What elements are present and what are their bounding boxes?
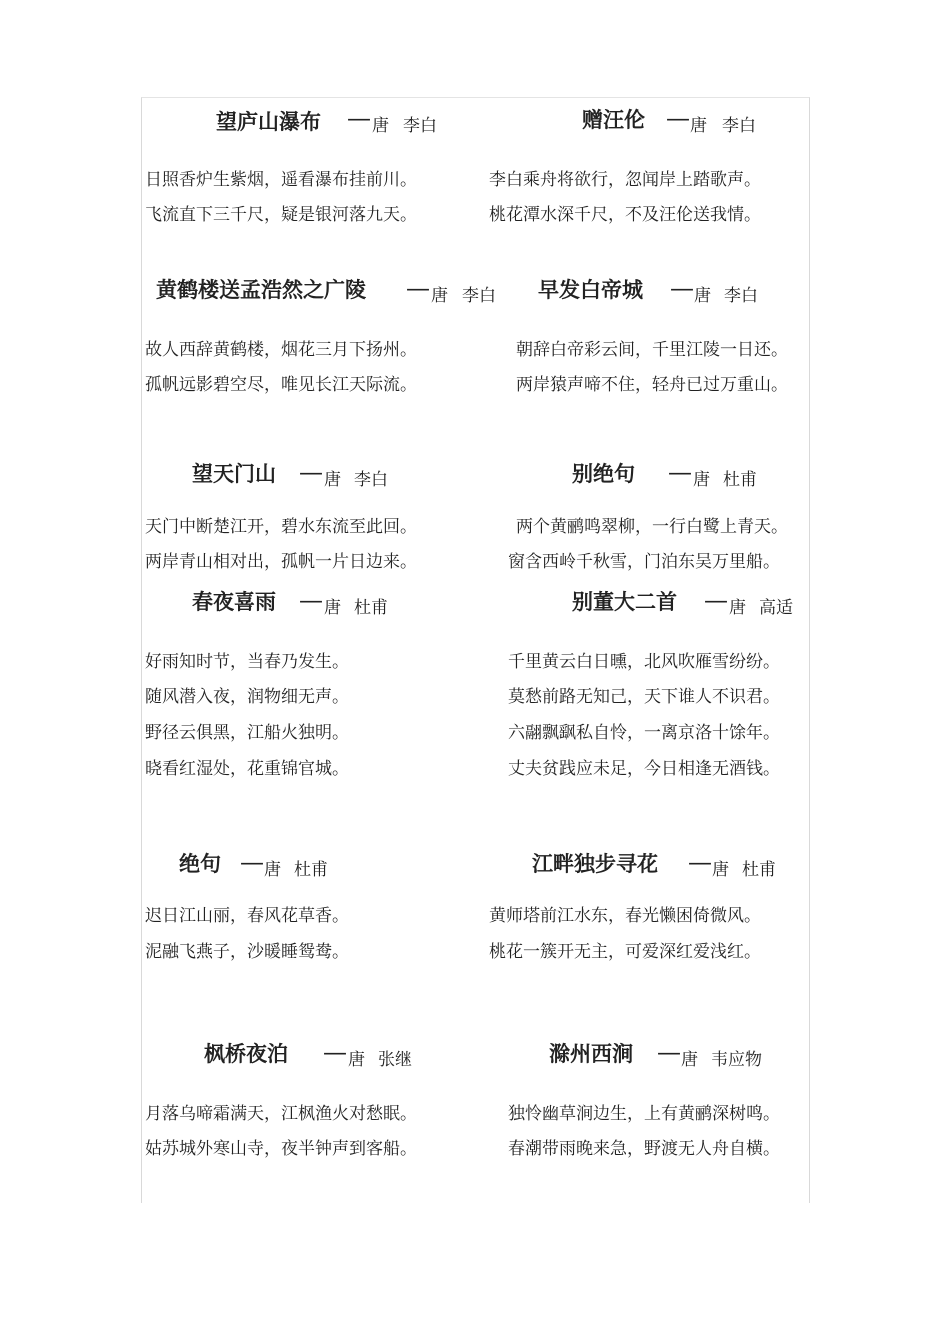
poem-author: 张继 bbox=[378, 1050, 412, 1070]
poem-dynasty: 唐 bbox=[264, 860, 281, 880]
poem-line: 独怜幽草涧边生，上有黄鹂深树鸣。 bbox=[508, 1104, 780, 1124]
title-dash: — bbox=[666, 104, 690, 132]
title-dash: — bbox=[668, 458, 692, 486]
poem-line: 丈夫贫践应未足，今日相逢无酒钱。 bbox=[508, 759, 780, 779]
poem-author: 李白 bbox=[354, 470, 388, 490]
poem-dynasty: 唐 bbox=[431, 286, 448, 306]
poem-dynasty: 唐 bbox=[690, 116, 707, 136]
poem-title: 春夜喜雨 bbox=[192, 589, 276, 614]
poem-line: 飞流直下三千尺，疑是银河落九天。 bbox=[145, 205, 417, 225]
poem-title: 望天门山 bbox=[192, 461, 276, 486]
poem-author: 杜甫 bbox=[723, 470, 757, 490]
poem-line: 窗含西岭千秋雪，门泊东吴万里船。 bbox=[508, 552, 780, 572]
poem-line: 朝辞白帝彩云间，千里江陵一日还。 bbox=[516, 340, 788, 360]
poem-line: 黄师塔前江水东，春光懒困倚微风。 bbox=[489, 906, 761, 926]
poem-line: 两岸猿声啼不住，轻舟已过万重山。 bbox=[516, 375, 788, 395]
poem-line: 晓看红湿处，花重锦官城。 bbox=[145, 759, 349, 779]
title-dash: — bbox=[299, 586, 323, 614]
poem-title: 赠汪伦 bbox=[582, 107, 645, 132]
poem-title: 滁州西涧 bbox=[549, 1041, 633, 1066]
poem-line: 天门中断楚江开，碧水东流至此回。 bbox=[145, 517, 417, 537]
title-dash: — bbox=[240, 848, 264, 876]
title-dash: — bbox=[704, 586, 728, 614]
poem-line: 六翮飘飖私自怜，一离京洛十馀年。 bbox=[508, 723, 780, 743]
poem-title: 别绝句 bbox=[572, 461, 635, 486]
title-dash: — bbox=[299, 458, 323, 486]
poem-line: 孤帆远影碧空尽，唯见长江天际流。 bbox=[145, 375, 417, 395]
poem-author: 李白 bbox=[724, 286, 758, 306]
poem-dynasty: 唐 bbox=[348, 1050, 365, 1070]
poem-author: 高适 bbox=[759, 598, 793, 618]
poem-line: 迟日江山丽，春风花草香。 bbox=[145, 906, 349, 926]
title-dash: — bbox=[406, 274, 430, 302]
poem-line: 千里黄云白日曛，北风吹雁雪纷纷。 bbox=[508, 652, 780, 672]
poem-author: 杜甫 bbox=[354, 598, 388, 618]
poem-title: 枫桥夜泊 bbox=[204, 1041, 288, 1066]
poem-author: 杜甫 bbox=[294, 860, 328, 880]
poem-line: 月落乌啼霜满天，江枫渔火对愁眠。 bbox=[145, 1104, 417, 1124]
poem-title: 望庐山瀑布 bbox=[216, 109, 321, 134]
poem-line: 日照香炉生紫烟，遥看瀑布挂前川。 bbox=[145, 170, 417, 190]
title-dash: — bbox=[688, 848, 712, 876]
poem-line: 桃花潭水深千尺，不及汪伦送我情。 bbox=[489, 205, 761, 225]
poem-author: 李白 bbox=[462, 286, 496, 306]
title-dash: — bbox=[657, 1038, 681, 1066]
poem-line: 李白乘舟将欲行，忽闻岸上踏歌声。 bbox=[489, 170, 761, 190]
poem-title: 绝句 bbox=[179, 851, 221, 876]
poem-line: 野径云俱黑，江船火独明。 bbox=[145, 723, 349, 743]
poem-dynasty: 唐 bbox=[694, 286, 711, 306]
title-dash: — bbox=[347, 104, 371, 132]
poem-author: 李白 bbox=[722, 116, 756, 136]
poem-title: 黄鹤楼送孟浩然之广陵 bbox=[156, 277, 366, 302]
poem-line: 好雨知时节，当春乃发生。 bbox=[145, 652, 349, 672]
poem-line: 春潮带雨晚来急，野渡无人舟自横。 bbox=[508, 1139, 780, 1159]
poem-dynasty: 唐 bbox=[712, 860, 729, 880]
poem-dynasty: 唐 bbox=[729, 598, 746, 618]
poem-author: 杜甫 bbox=[742, 860, 776, 880]
poem-dynasty: 唐 bbox=[324, 470, 341, 490]
poem-line: 两个黄鹂鸣翠柳，一行白鹭上青天。 bbox=[516, 517, 788, 537]
poem-title: 江畔独步寻花 bbox=[532, 851, 658, 876]
poem-title: 别董大二首 bbox=[572, 589, 677, 614]
poem-dynasty: 唐 bbox=[372, 116, 389, 136]
poem-line: 两岸青山相对出，孤帆一片日边来。 bbox=[145, 552, 417, 572]
poem-line: 桃花一簇开无主，可爱深红爱浅红。 bbox=[489, 942, 761, 962]
poem-line: 随风潜入夜，润物细无声。 bbox=[145, 687, 349, 707]
title-dash: — bbox=[670, 274, 694, 302]
poem-author: 韦应物 bbox=[711, 1050, 762, 1070]
poem-line: 故人西辞黄鹤楼，烟花三月下扬州。 bbox=[145, 340, 417, 360]
poem-author: 李白 bbox=[403, 116, 437, 136]
title-dash: — bbox=[323, 1038, 347, 1066]
poem-line: 姑苏城外寒山寺，夜半钟声到客船。 bbox=[145, 1139, 417, 1159]
poem-dynasty: 唐 bbox=[324, 598, 341, 618]
poem-line: 泥融飞燕子，沙暖睡鸳鸯。 bbox=[145, 942, 349, 962]
poem-dynasty: 唐 bbox=[693, 470, 710, 490]
poem-title: 早发白帝城 bbox=[538, 277, 643, 302]
poem-line: 莫愁前路无知己，天下谁人不识君。 bbox=[508, 687, 780, 707]
poem-dynasty: 唐 bbox=[681, 1050, 698, 1070]
